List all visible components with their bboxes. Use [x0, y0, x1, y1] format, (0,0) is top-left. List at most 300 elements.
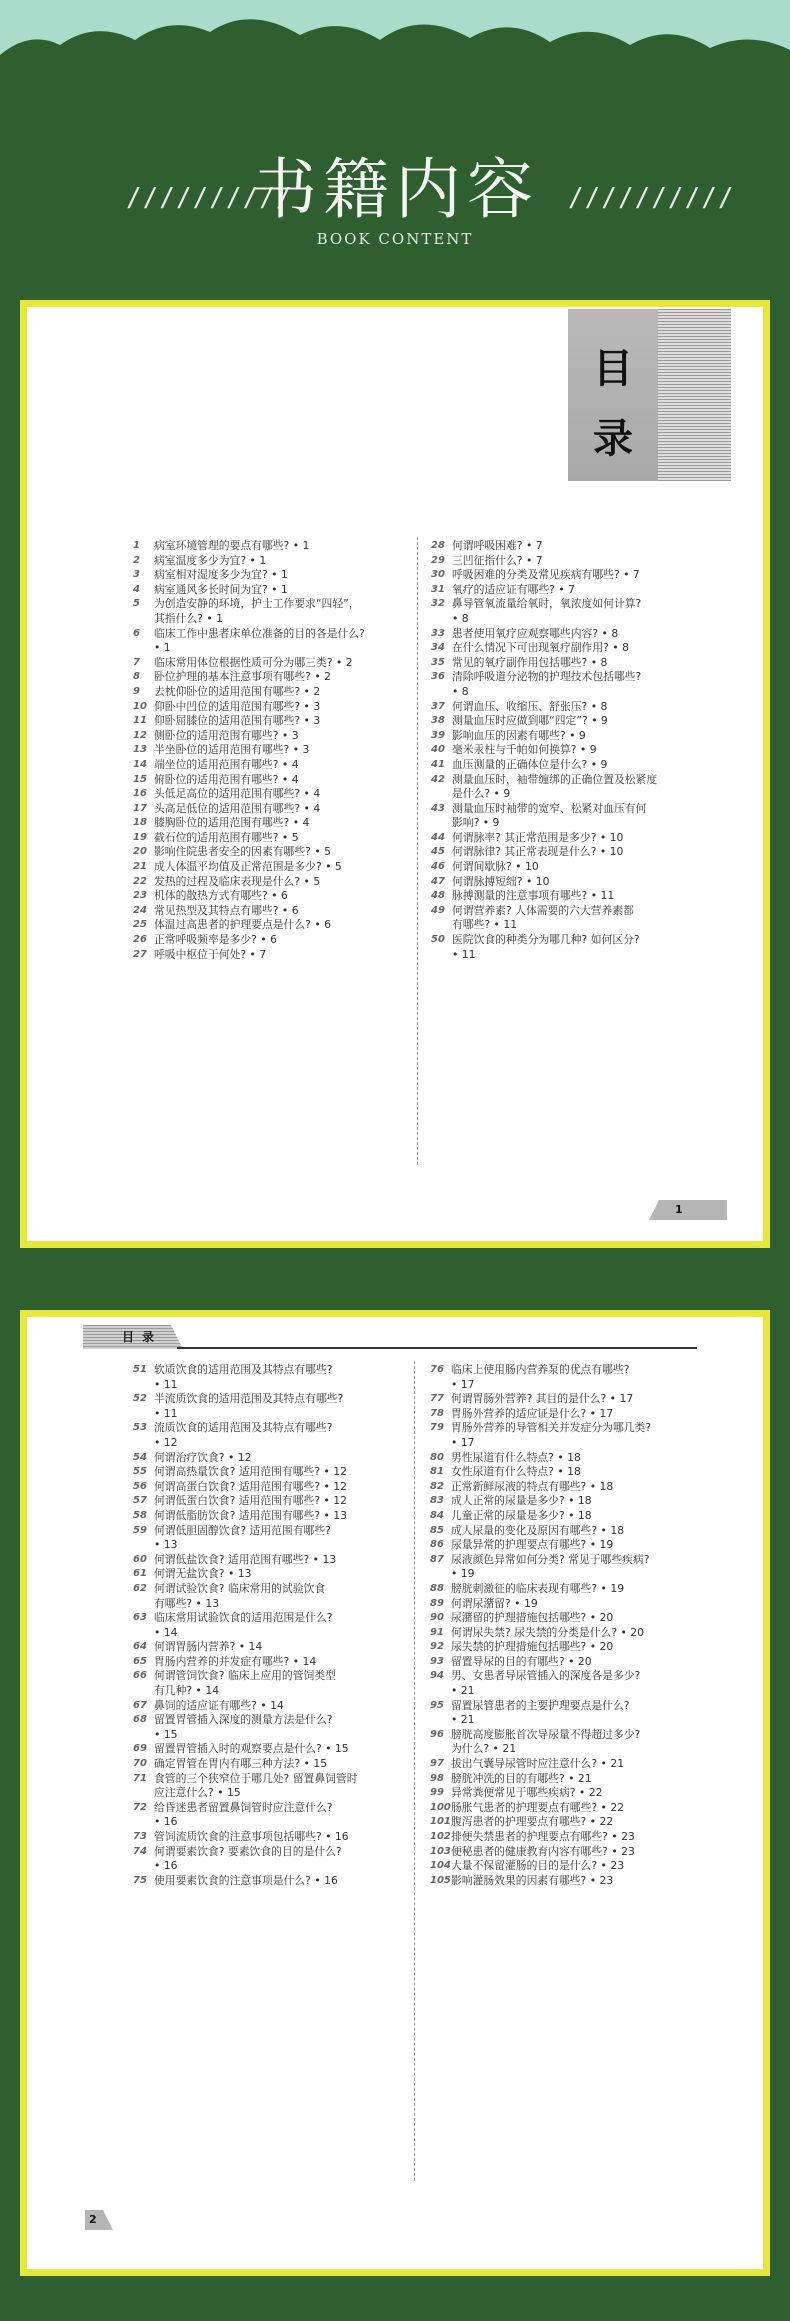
toc-entry-text: 何谓尿失禁? 尿失禁的分类是什么? • 20 [451, 1625, 645, 1639]
toc-entry-text: 医院饮食的种类分为哪几种? 如何区分? [452, 933, 640, 947]
toc-entry [431, 714, 721, 729]
header-rule [177, 1347, 697, 1349]
toc-entry [133, 1728, 411, 1743]
toc-entry-number: 8 [133, 671, 140, 683]
toc-entry [133, 889, 415, 904]
toc-entry [133, 1801, 411, 1816]
toc-entry-number: 43 [431, 802, 445, 814]
toc-entry-text: 截石位的适用范围有哪些? • 5 [154, 830, 299, 844]
toc-entry-text: 胃肠内营养的并发症有哪些? • 14 [154, 1654, 317, 1668]
toc-entry-number: 25 [133, 919, 147, 931]
toc-entry-number: 61 [133, 1568, 147, 1580]
toc-entry [133, 1757, 411, 1772]
toc-entry [430, 1465, 720, 1480]
page-number: 2 [89, 2213, 97, 2226]
toc-entry-number: 79 [430, 1422, 444, 1434]
toc-entry-text: 膀胱刺激征的临床表现有哪些? • 19 [451, 1581, 625, 1595]
toc-entry [430, 1815, 720, 1830]
toc-entry-text: 在什么情况下可出现氧疗副作用? • 8 [452, 641, 629, 655]
toc-entry [133, 568, 415, 583]
page-number-tab [649, 1200, 727, 1220]
toc-entry-text: 为创造安静的环境，护士工作要求“四轻”， [154, 597, 360, 611]
toc-entry [430, 1451, 720, 1466]
toc-entry-number: 27 [133, 948, 147, 960]
toc-entry-number: 30 [431, 569, 445, 581]
toc-entry-number: 15 [133, 773, 147, 785]
decorative-slashes-left: ////////// [126, 183, 293, 213]
toc-entry [431, 831, 721, 846]
toc-entry-text: 仰卧屈膝位的适用范围有哪些? • 3 [154, 714, 321, 728]
toc-entry-text: 留置导尿的目的有哪些? • 20 [451, 1654, 592, 1668]
toc-entry-number: 31 [431, 583, 445, 595]
toc-entry [133, 612, 415, 627]
toc-entry [133, 802, 415, 817]
toc-entry [431, 933, 721, 948]
toc-entry [133, 1699, 411, 1714]
toc-entry [133, 685, 415, 700]
toc-entry-number: 75 [133, 1874, 147, 1886]
toc-entry [431, 758, 721, 773]
toc-entry [430, 1567, 720, 1582]
toc-entry [133, 1597, 411, 1612]
toc-entry-number: 71 [133, 1772, 147, 1784]
toc-entry-number: 1 [133, 540, 140, 551]
toc-entry-text: 异常粪便常见于哪些疾病? • 22 [451, 1786, 603, 1800]
toc-entry-text: 清除呼吸道分泌物的护理技术包括哪些? [452, 670, 642, 684]
toc-entry-text: 测量血压时应做到哪“四定”? • 9 [452, 714, 608, 728]
toc-entry-text: 其指什么? • 1 [154, 611, 224, 625]
toc-entry-number: 21 [133, 861, 147, 873]
toc-entry-number: 92 [430, 1641, 444, 1653]
toc-entry-text: 何谓间歇脉? • 10 [452, 860, 539, 874]
toc-entry [430, 1480, 720, 1495]
toc-entry-number: 7 [133, 656, 140, 668]
toc-entry [133, 1465, 411, 1480]
toc-entry [133, 743, 415, 758]
toc-entry-text: • 1 [154, 641, 171, 655]
toc-entry [431, 845, 721, 860]
contents-char-2: 录 [593, 415, 633, 462]
toc-entry [133, 1378, 411, 1393]
toc-entry-number: 87 [430, 1553, 444, 1565]
toc-entry-number: 101 [430, 1816, 451, 1828]
toc-entry [430, 1830, 720, 1845]
toc-entry-number: 78 [430, 1407, 444, 1419]
toc-entry [431, 918, 721, 933]
toc-entry [430, 1363, 720, 1378]
toc-entry-text: 有几种? • 14 [154, 1684, 220, 1698]
toc-entry [430, 1524, 720, 1539]
toc-entry-number: 90 [430, 1612, 444, 1624]
toc-entry-text: 何谓试验饮食? 临床常用的试验饮食 [154, 1581, 326, 1595]
toc-entry-number: 19 [133, 831, 147, 843]
toc-entry-number: 95 [430, 1699, 444, 1711]
toc-entry-text: 有哪些? • 13 [154, 1596, 220, 1610]
toc-entry-text: 鼻饲的适应证有哪些? • 14 [154, 1698, 284, 1712]
toc-entry [430, 1553, 720, 1568]
toc-entry [133, 1830, 411, 1845]
toc-entry [431, 641, 721, 656]
toc-entry-number: 11 [133, 715, 147, 727]
toc-entry-number: 82 [430, 1480, 444, 1492]
toc-entry-text: 血压测量的正确体位是什么? • 9 [452, 757, 608, 771]
toc-entry [430, 1421, 720, 1436]
toc-entry-number: 9 [133, 685, 140, 697]
toc-entry [431, 583, 721, 598]
toc-entry-number: 73 [133, 1831, 147, 1842]
toc-entry-text: 何谓高蛋白饮食? 适用范围有哪些? • 12 [154, 1479, 348, 1493]
toc-entry-text: 何谓脉律? 其正常表现是什么? • 10 [452, 845, 624, 859]
toc-entry-text: 何谓胃肠外营养? 其目的是什么? • 17 [451, 1392, 634, 1406]
toc-entry-number: 72 [133, 1801, 147, 1813]
toc-entry [133, 1742, 411, 1757]
toc-entry-number: 23 [133, 890, 147, 902]
toc-entry-number: 26 [133, 934, 147, 946]
toc-entry [133, 933, 415, 948]
toc-entry-text: 毫米汞柱与千帕如何换算? • 9 [452, 743, 597, 757]
toc-entry-text: 膀胱高度膨胀首次导尿量不得超过多少? [451, 1727, 641, 1741]
toc-entry-text: 何谓低胆固醇饮食? 适用范围有哪些? [154, 1523, 331, 1537]
toc-entry-text: 何谓血压、收缩压、舒张压? • 8 [452, 699, 608, 713]
toc-entry-number: 29 [431, 554, 445, 566]
toc-entry-number: 62 [133, 1582, 147, 1594]
toc-entry [430, 1845, 720, 1860]
section-heading [0, 150, 790, 270]
toc-entry-number: 47 [431, 875, 445, 887]
toc-entry-text: 成人正常的尿量是多少? • 18 [451, 1494, 592, 1508]
toc-entry [133, 554, 415, 569]
toc-entry-number: 17 [133, 802, 147, 814]
toc-entry-number: 46 [431, 861, 445, 873]
toc-entry [431, 700, 721, 715]
toc-entry [133, 729, 415, 744]
toc-entry-number: 34 [431, 642, 445, 654]
toc-entry [430, 1742, 720, 1757]
toc-entry-text: 为什么? • 21 [451, 1742, 517, 1756]
toc-entry-text: 影响灌肠效果的因素有哪些? • 23 [451, 1873, 614, 1887]
toc-entry-number: 65 [133, 1655, 147, 1667]
toc-entry [133, 1363, 411, 1378]
toc-entry [431, 948, 721, 963]
toc-entry-number: 4 [133, 583, 140, 595]
toc-entry-text: 呼吸中枢位于何处? • 7 [154, 947, 267, 961]
toc-entry-number: 102 [430, 1831, 451, 1842]
toc-entry-number: 48 [431, 890, 445, 902]
toc-entry [430, 1640, 720, 1655]
toc-entry-number: 3 [133, 569, 140, 581]
toc-entry-text: 端坐位的适用范围有哪些? • 4 [154, 757, 299, 771]
toc-entry [133, 714, 415, 729]
toc-entry-text: 正常新鲜尿液的特点有哪些? • 18 [451, 1479, 614, 1493]
toc-entry-number: 103 [430, 1845, 451, 1857]
toc-entry-number: 59 [133, 1524, 147, 1536]
toc-entry [133, 1553, 411, 1568]
toc-entry [431, 539, 721, 554]
toc-entry-text: 头低足高位的适用范围有哪些? • 4 [154, 787, 321, 801]
toc-entry [133, 831, 415, 846]
toc-entry [133, 641, 415, 656]
toc-entry [133, 1451, 411, 1466]
toc-entry-number: 41 [431, 758, 445, 770]
toc-entry [133, 1786, 411, 1801]
toc-entry [430, 1699, 720, 1714]
page-number: 1 [675, 1203, 683, 1216]
column-divider [417, 537, 418, 1165]
contents-char-1: 目 [593, 345, 633, 392]
toc-entry [133, 583, 415, 598]
toc-entry-number: 38 [431, 715, 445, 727]
toc-entry-text: 大量不保留灌肠的目的是什么? • 23 [451, 1859, 625, 1873]
toc-entry-text: • 16 [154, 1815, 178, 1829]
toc-entry-text: • 17 [451, 1435, 475, 1449]
toc-entry-text: 肠胀气患者的护理要点有哪些? • 22 [451, 1800, 625, 1814]
toc-entry-text: 有哪些? • 11 [452, 918, 518, 932]
toc-entry-text: • 17 [451, 1377, 475, 1391]
toc-column-right [430, 1363, 720, 1888]
toc-entry-number: 67 [133, 1699, 147, 1711]
toc-entry-text: 排便失禁患者的护理要点有哪些? • 23 [451, 1830, 635, 1843]
toc-entry-text: • 11 [154, 1377, 178, 1391]
section-subtitle: BOOK CONTENT [316, 230, 474, 248]
toc-entry-text: • 8 [452, 611, 469, 625]
toc-entry-number: 70 [133, 1758, 147, 1770]
toc-entry-text: 何谓无盐饮食? • 13 [154, 1567, 252, 1581]
toc-entry-number: 14 [133, 758, 147, 770]
toc-entry-text: 尿失禁的护理措施包括哪些? • 20 [451, 1640, 614, 1654]
toc-entry-number: 74 [133, 1845, 147, 1857]
toc-entry-text: 病室环境管理的要点有哪些? • 1 [154, 539, 310, 552]
toc-entry [431, 685, 721, 700]
toc-entry-text: 何谓脉率? 其正常范围是多少? • 10 [452, 830, 624, 844]
toc-entry-number: 49 [431, 904, 445, 916]
toc-entry-text: • 13 [154, 1538, 178, 1552]
toc-entry [133, 1509, 411, 1524]
toc-entry-number: 77 [430, 1393, 444, 1405]
toc-entry [430, 1436, 720, 1451]
toc-entry-text: 尿潴留的护理措施包括哪些? • 20 [451, 1611, 614, 1625]
toc-entry [431, 656, 721, 671]
toc-entry-number: 55 [133, 1466, 147, 1478]
toc-entry-text: 氧疗的适应证有哪些? • 7 [452, 582, 576, 596]
toc-entry-text: • 14 [154, 1625, 178, 1639]
toc-entry-text: 影响住院患者安全的因素有哪些? • 5 [154, 845, 331, 859]
toc-entry-text: 鼻导管氧流量给氧时，氧浓度如何计算? [452, 597, 642, 611]
toc-entry-text: • 16 [154, 1859, 178, 1873]
toc-entry [431, 612, 721, 627]
book-page-2 [27, 1317, 763, 2269]
toc-entry-number: 89 [430, 1597, 444, 1609]
toc-entry-text: 流质饮食的适用范围及其特点有哪些? [154, 1421, 333, 1435]
toc-entry-text: 应注意什么? • 15 [154, 1786, 241, 1800]
toc-entry-number: 36 [431, 671, 445, 683]
toc-entry-text: 何谓低蛋白饮食? 适用范围有哪些? • 12 [154, 1494, 348, 1508]
toc-entry-text: 胃肠外营养的适应证是什么? • 17 [451, 1406, 614, 1420]
toc-entry-number: 104 [430, 1860, 451, 1872]
toc-entry-text: 患者使用氧疗应观察哪些内容? • 8 [452, 626, 619, 640]
toc-entry-number: 6 [133, 627, 140, 639]
toc-entry [430, 1392, 720, 1407]
toc-entry [133, 597, 415, 612]
toc-entry-text: 何谓低脂肪饮食? 适用范围有哪些? • 13 [154, 1508, 348, 1522]
toc-entry-text: 仰卧中凹位的适用范围有哪些? • 3 [154, 699, 321, 713]
toc-entry-text: 临床常用试验饮食的适用范围是什么? [154, 1611, 333, 1625]
toc-entry-text: • 11 [154, 1406, 178, 1420]
toc-entry-number: 51 [133, 1364, 147, 1375]
toc-entry-text: 卧位护理的基本注意事项有哪些? • 2 [154, 670, 331, 684]
toc-entry-text: 拔出气囊导尿管时应注意什么? • 21 [451, 1757, 625, 1771]
toc-entry [431, 568, 721, 583]
toc-entry-text: • 21 [451, 1713, 475, 1727]
toc-entry-text: 常见的氧疗副作用包括哪些? • 8 [452, 655, 608, 669]
toc-entry-text: 男性尿道有什么特点? • 18 [451, 1450, 581, 1464]
toc-entry [133, 1669, 411, 1684]
toc-entry [133, 787, 415, 802]
toc-entry-number: 86 [430, 1539, 444, 1551]
toc-entry [133, 1567, 411, 1582]
toc-entry [431, 670, 721, 685]
toc-entry-text: 使用要素饮食的注意事项是什么? • 16 [154, 1873, 338, 1887]
toc-entry [133, 1524, 411, 1539]
toc-entry-text: 食管的三个狭窄位于哪几处? 留置鼻饲管时 [154, 1771, 358, 1785]
toc-entry-number: 63 [133, 1612, 147, 1624]
toc-entry-text: 影响血压的因素有哪些? • 9 [452, 728, 586, 742]
toc-entry [133, 627, 415, 642]
toc-entry-text: 侧卧位的适用范围有哪些? • 3 [154, 728, 299, 742]
toc-entry-number: 37 [431, 700, 445, 712]
toc-entry-number: 69 [133, 1743, 147, 1755]
toc-entry [133, 1874, 411, 1889]
toc-entry-number: 105 [430, 1874, 451, 1886]
toc-entry-number: 2 [133, 554, 140, 566]
toc-entry-text: 胃肠外营养的导管相关并发症分为哪几类? [451, 1421, 652, 1435]
toc-entry-text: 半流质饮食的适用范围及其特点有哪些? [154, 1392, 344, 1406]
toc-entry-text: 病室通风多长时间为宜? • 1 [154, 582, 288, 596]
toc-entry [430, 1582, 720, 1597]
toc-entry-number: 18 [133, 817, 147, 829]
toc-entry-text: 留置胃管插入深度的测量方法是什么? [154, 1713, 333, 1727]
toc-entry-number: 100 [430, 1801, 451, 1813]
toc-entry [430, 1801, 720, 1816]
toc-entry-text: 留置胃管插入时的观察要点是什么? • 15 [154, 1742, 349, 1756]
toc-entry [133, 758, 415, 773]
toc-entry-text: 男、女患者导尿管插入的深度各是多少? [451, 1669, 641, 1683]
toc-entry-number: 45 [431, 846, 445, 858]
toc-entry-text: 体温过高患者的护理要点是什么? • 6 [154, 918, 331, 932]
toc-entry-number: 91 [430, 1626, 444, 1638]
toc-entry-text: 呼吸困难的分类及常见疾病有哪些? • 7 [452, 568, 640, 582]
toc-entry-number: 88 [430, 1582, 444, 1594]
toc-entry-number: 28 [431, 540, 445, 551]
toc-entry-number: 54 [133, 1451, 147, 1463]
toc-entry-number: 58 [133, 1509, 147, 1521]
toc-column-right [431, 539, 721, 962]
toc-entry-text: 发热的过程及临床表现是什么? • 5 [154, 874, 321, 888]
toc-entry-text: 测量血压时袖带的宽窄、松紧对血压有何 [452, 801, 647, 815]
toc-entry-number: 56 [133, 1480, 147, 1492]
toc-entry-text: 膝胸卧位的适用范围有哪些? • 4 [154, 816, 310, 830]
toc-entry-text: 何谓尿潴留? • 19 [451, 1596, 538, 1610]
toc-entry [431, 729, 721, 744]
toc-entry-number: 93 [430, 1655, 444, 1667]
toc-entry-number: 81 [430, 1466, 444, 1478]
toc-entry-number: 13 [133, 744, 147, 756]
toc-entry-number: 35 [431, 656, 445, 668]
toc-entry-text: 给昏迷患者留置鼻饲管时应注意什么? [154, 1800, 333, 1814]
toc-entry [133, 1684, 411, 1699]
toc-entry-text: 何谓要素饮食? 要素饮食的目的是什么? [154, 1844, 342, 1858]
book-page-1 [27, 307, 763, 1241]
toc-entry-number: 84 [430, 1509, 444, 1521]
column-divider [414, 1361, 415, 2181]
toc-entry [133, 1640, 411, 1655]
toc-entry-number: 66 [133, 1670, 147, 1682]
toc-entry-text: 测量血压时，袖带缠绑的正确位置及松紧度 [452, 772, 658, 786]
toc-entry-text: 何谓营养素? 人体需要的六大营养素都 [452, 903, 634, 917]
toc-entry-text: 确定胃管在胃内有哪三种方法? • 15 [154, 1757, 328, 1771]
toc-entry-number: 68 [133, 1714, 147, 1726]
toc-entry [430, 1655, 720, 1670]
book-page-1-frame [20, 300, 770, 1248]
toc-entry-text: 半坐卧位的适用范围有哪些? • 3 [154, 743, 310, 757]
toc-entry-number: 52 [133, 1393, 147, 1405]
toc-entry [430, 1378, 720, 1393]
toc-entry-text: 临床工作中患者床单位准备的目的各是什么? [154, 626, 365, 640]
toc-entry-text: 成人体温平均值及正常范围是多少? • 5 [154, 860, 342, 874]
book-page-2-frame [20, 1310, 770, 2276]
toc-entry [133, 875, 415, 890]
toc-entry-number: 5 [133, 598, 140, 610]
toc-entry [430, 1494, 720, 1509]
toc-entry-number: 40 [431, 744, 445, 756]
toc-entry-text: 膀胱冲洗的目的有哪些? • 21 [451, 1771, 592, 1785]
toc-entry [430, 1626, 720, 1641]
toc-entry [133, 918, 415, 933]
toc-entry-text: 软质饮食的适用范围及其特点有哪些? [154, 1363, 333, 1376]
toc-entry-number: 20 [133, 846, 147, 858]
toc-entry-number: 44 [431, 831, 445, 843]
toc-entry [431, 802, 721, 817]
toc-entry [133, 860, 415, 875]
toc-entry-text: 病室温度多少为宜? • 1 [154, 553, 267, 567]
toc-entry [133, 1626, 411, 1641]
toc-entry [133, 1538, 411, 1553]
toc-entry [133, 1392, 411, 1407]
toc-entry-text: 是什么? • 9 [452, 787, 511, 801]
toc-entry-text: 管饲流质饮食的注意事项包括哪些? • 16 [154, 1830, 349, 1843]
toc-entry-text: 何谓低盐饮食? 适用范围有哪些? • 13 [154, 1552, 337, 1566]
toc-column-left [133, 1363, 411, 1888]
toc-entry [133, 1859, 411, 1874]
contents-header-block [568, 309, 731, 481]
toc-entry [430, 1772, 720, 1787]
toc-entry [133, 1845, 411, 1860]
toc-entry-text: 脉搏测量的注意事项有哪些? • 11 [452, 889, 615, 903]
toc-entry-text: 尿量异常的护理要点有哪些? • 19 [451, 1538, 614, 1552]
toc-entry-text: • 12 [154, 1435, 178, 1449]
toc-entry [133, 1611, 411, 1626]
toc-entry [430, 1874, 720, 1889]
toc-entry [133, 904, 415, 919]
toc-entry-text: 何谓治疗饮食? • 12 [154, 1450, 252, 1464]
toc-entry-text: • 15 [154, 1727, 178, 1741]
top-wave-decoration [0, 0, 790, 110]
toc-entry-number: 42 [431, 773, 445, 785]
toc-entry-text: 女性尿道有什么特点? • 18 [451, 1465, 581, 1479]
toc-entry [431, 773, 721, 788]
toc-entry-number: 85 [430, 1524, 444, 1536]
toc-entry [431, 889, 721, 904]
toc-entry-text: 何谓胃肠内营养? • 14 [154, 1640, 263, 1654]
